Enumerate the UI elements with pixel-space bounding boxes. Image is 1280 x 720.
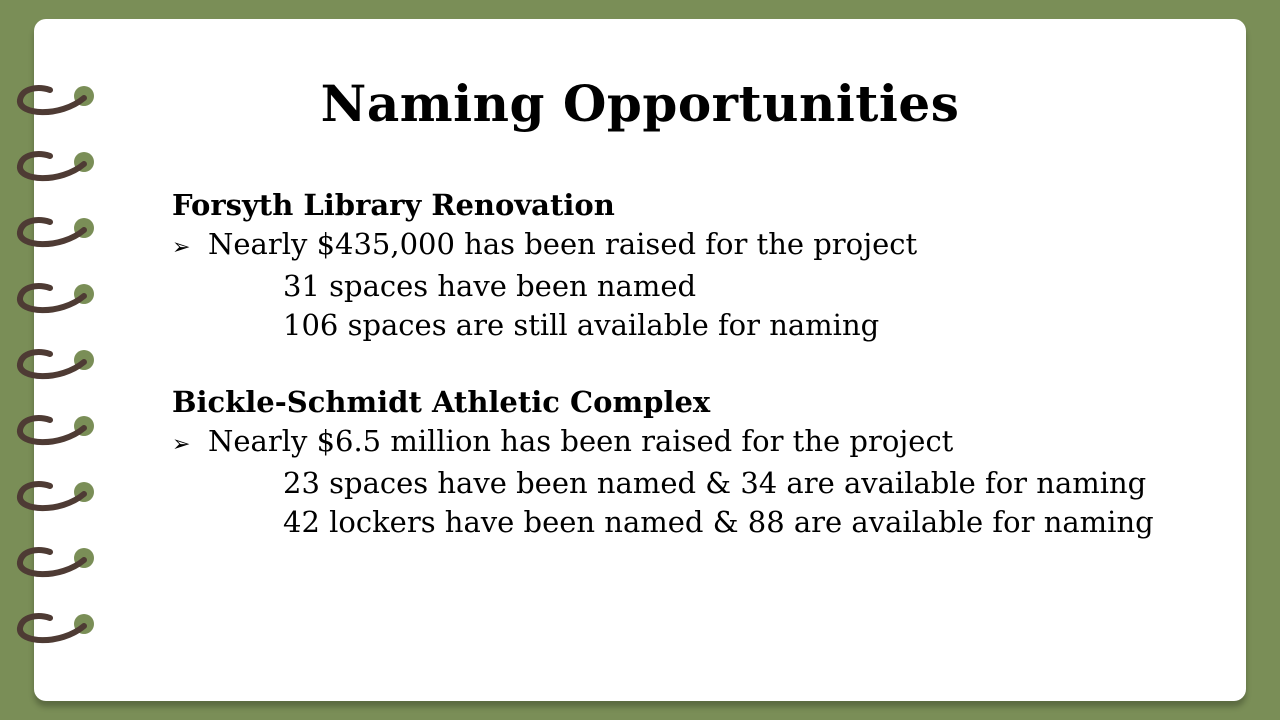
bullet-item bbox=[172, 422, 1232, 464]
spiral-ring-icon bbox=[20, 548, 94, 574]
spiral-ring-icon bbox=[20, 152, 94, 178]
arrowhead-bullet-icon: ➢ bbox=[172, 235, 191, 260]
spiral-ring-icon bbox=[20, 482, 94, 508]
section-spacer bbox=[172, 345, 1232, 383]
page-title: Naming Opportunities bbox=[320, 74, 960, 133]
spiral-ring-icon bbox=[20, 284, 94, 310]
spiral-ring-icon bbox=[20, 350, 94, 376]
bullet-item bbox=[172, 225, 1232, 267]
spiral-ring-icon bbox=[20, 614, 94, 640]
section-library bbox=[172, 186, 1232, 345]
section-heading: Bickle-Schmidt Athletic Complex bbox=[172, 385, 711, 419]
sub-item: 23 spaces have been named & 34 are available for naming bbox=[283, 466, 1147, 500]
bullet-text: Nearly $6.5 million has been raised for the project bbox=[208, 424, 954, 458]
spiral-ring-icon bbox=[20, 416, 94, 442]
sub-item: 31 spaces have been named bbox=[283, 269, 697, 303]
sub-item: 106 spaces are still available for naming bbox=[283, 308, 880, 342]
slide-content bbox=[172, 186, 1232, 542]
arrowhead-bullet-icon: ➢ bbox=[172, 432, 191, 457]
spiral-ring-icon bbox=[20, 218, 94, 244]
sub-item: 42 lockers have been named & 88 are available for naming bbox=[283, 505, 1154, 539]
section-athletic bbox=[172, 383, 1232, 542]
bullet-text: Nearly $435,000 has been raised for the project bbox=[208, 227, 918, 261]
section-heading: Forsyth Library Renovation bbox=[172, 188, 615, 222]
